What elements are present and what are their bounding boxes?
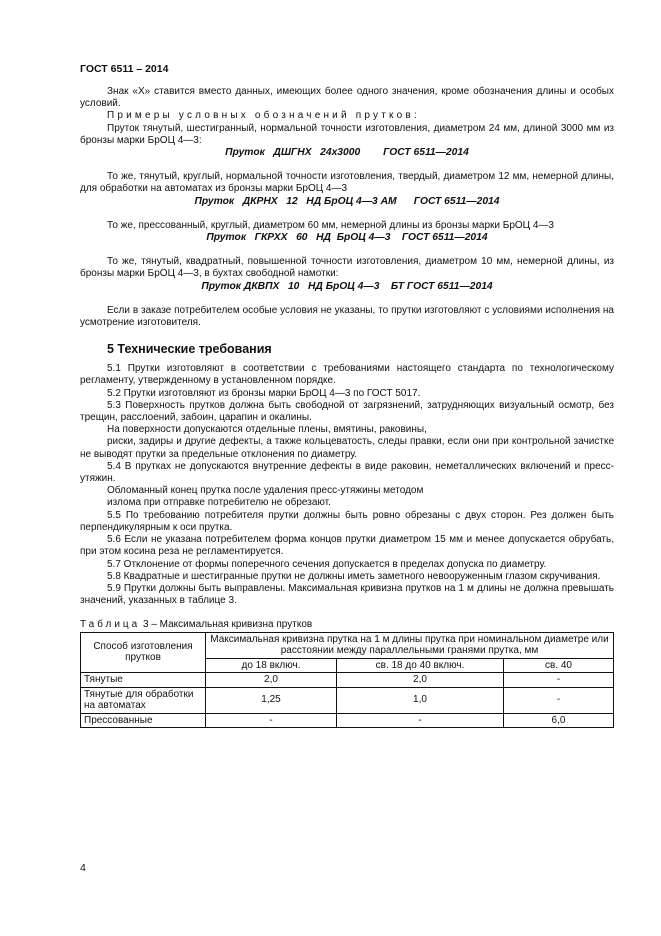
sign-note: Знак «Х» ставится вместо данных, имеющих более одного значения, кроме обозначения длины и особых условий. (80, 86, 614, 110)
example-1-text: Пруток тянутый, шестигранный, нормальной точности изготовления, диаметром 24 мм, длиной 3000 мм из бронзы марки БрОЦ 4—3: (80, 122, 614, 146)
header-curvature: Максимальная кривизна прутка на 1 м длины прутка при номинальном диаметре или расстоянии между параллельными гранями прутка, мм (206, 632, 614, 658)
cell-value: - (206, 713, 337, 728)
example-2-designation: Пруток ДКРНХ 12 НД БрОЦ 4—3 АМ ГОСТ 6511—2014 (194, 195, 500, 207)
header-method: Способ изготовления прутков (81, 632, 206, 673)
clause-5-3-defects: риски, задиры и другие дефекты, а также кольцеватость, следы правки, если они при контрольной зачистке не выводят прутки за предельные отклонения по диаметру. (80, 436, 614, 460)
cell-value: - (337, 713, 504, 728)
clause-5-4: 5.4 В прутках не допускаются внутренние дефекты в виде раковин, неметаллических включений и пресс-утяжин. (80, 460, 614, 485)
page-content (80, 86, 614, 728)
header-18-to-40: св. 18 до 40 включ. (337, 658, 504, 673)
example-4-text: То же, тянутый, квадратный, повышенной точности изготовления, диаметром 10 мм, немерной длины, из бронзы марки БрОЦ 4—3, в бухтах свободной намотки: (80, 256, 614, 280)
table-3 (80, 632, 614, 729)
clause-5-1: 5.1 Прутки изготовляют в соответствии с требованиями настоящего стандарта по технологическому регламенту, утвержденному в установленном порядке. (80, 363, 614, 387)
header-up-to-18: до 18 включ. (206, 658, 337, 673)
clause-5-4-broken-end: Обломанный конец прутка после удаления пресс-утяжины методом (107, 485, 424, 497)
row-method: Прессованные (81, 713, 206, 728)
clause-5-7: 5.7 Отклонение от формы поперечного сечения допускается в пределах допуска по диаметру. (107, 558, 547, 570)
example-1-designation: Пруток ДШГНХ 24х3000 ГОСТ 6511—2014 (225, 147, 469, 159)
document-header: ГОСТ 6511 – 2014 (80, 63, 169, 75)
header-over-40: св. 40 (504, 658, 614, 673)
table-caption-text: 3 – Максимальная кривизна прутков (143, 619, 313, 631)
page-number: 4 (80, 862, 86, 874)
clause-5-6: 5.6 Если не указана потребителем форма концов прутки диаметром 15 мм и менее допускается обрубать, при этом косина реза не регламентируется. (80, 534, 614, 558)
row-method: Тянутые для обработки на автоматах (81, 687, 206, 713)
clause-5-4-break: излома при отправке потребителю не обрезают. (107, 497, 331, 509)
table-caption-word: Таблица (80, 619, 141, 631)
section-5-heading: 5 Технические требования (107, 342, 272, 357)
cell-value: 6,0 (504, 713, 614, 728)
clause-5-2: 5.2 Прутки изготовляют из бронзы марки БрОЦ 4—3 по ГОСТ 5017. (107, 387, 421, 399)
cell-value: 2,0 (337, 673, 504, 688)
example-3-designation: Пруток ГКРХХ 60 НД БрОЦ 4—3 ГОСТ 6511—2014 (206, 232, 488, 244)
clause-5-3: 5.3 Поверхность прутков должна быть свободной от загрязнений, затрудняющих визуальный осмотр, без трещин, расслоений, забоин, царапин и окалины. (80, 399, 614, 424)
clause-5-3-allowed: На поверхности допускаются отдельные плены, вмятины, раковины, (107, 424, 427, 436)
table-row (81, 713, 614, 728)
example-3-text: То же, прессованный, круглый, диаметром 60 мм, немерной длины из бронзы марки БрОЦ 4—3 (107, 219, 554, 231)
clause-5-8: 5.8 Квадратные и шестигранные прутки не должны иметь заметного невооруженным глазом скручивания. (107, 570, 601, 582)
clause-5-9: 5.9 Прутки должны быть выправлены. Максимальная кривизна прутков на 1 м длины не должна превышать значений, указанных в таблице 3. (80, 582, 614, 607)
cell-value: 1,25 (206, 687, 337, 713)
examples-title: Примеры условных обозначений прутков: (107, 110, 420, 122)
clause-5-5: 5.5 По требованию потребителя прутки должны быть ровно обрезаны с двух сторон. Рез должен быть перпендикулярным к оси прутка. (80, 509, 614, 533)
cell-value: 2,0 (206, 673, 337, 688)
table-3-caption (80, 619, 614, 631)
table-row (81, 673, 614, 688)
example-2-text: То же, тянутый, круглый, нормальной точности изготовления, твердый, диаметром 12 мм, немерной длины, для обработки на автоматах из бронзы марки БрОЦ 4—3 (80, 171, 614, 195)
table-row (81, 687, 614, 713)
cell-value: - (504, 687, 614, 713)
special-conditions-note: Если в заказе потребителем особые условия не указаны, то прутки изготовляют с условиями исполнения на усмотрение изготовителя. (80, 304, 614, 329)
row-method: Тянутые (81, 673, 206, 688)
cell-value: 1,0 (337, 687, 504, 713)
cell-value: - (504, 673, 614, 688)
example-4-designation: Пруток ДКВПХ 10 НД БрОЦ 4—3 БТ ГОСТ 6511—2014 (201, 280, 493, 292)
